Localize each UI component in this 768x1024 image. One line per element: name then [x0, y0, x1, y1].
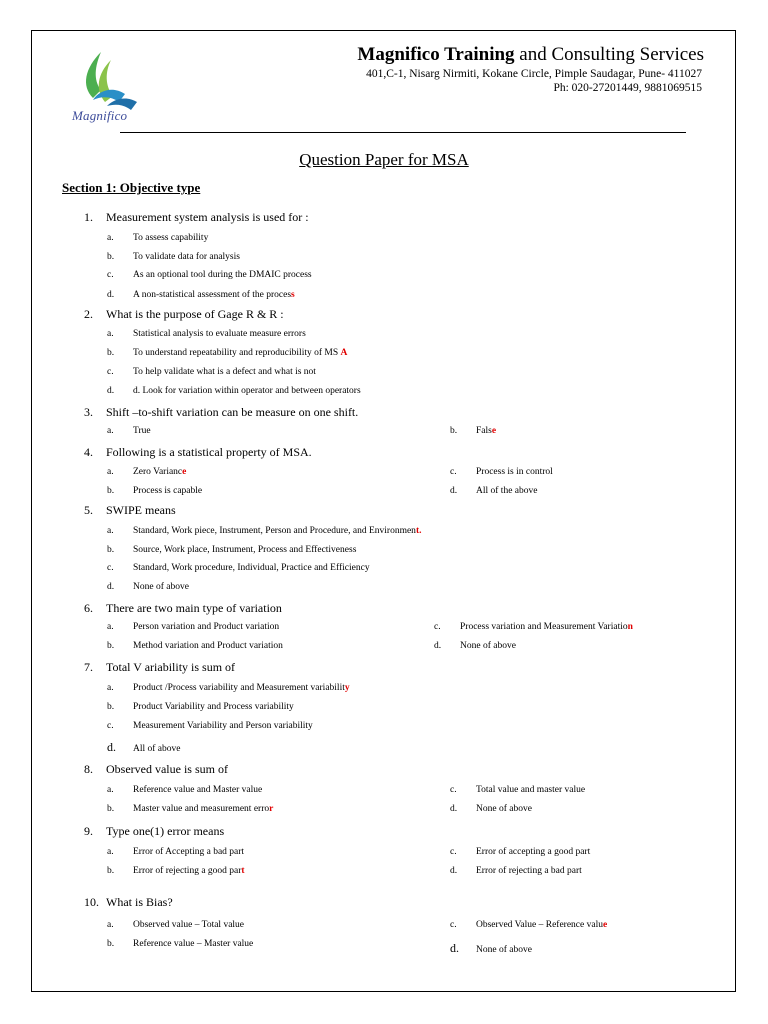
option-text: Error of rejecting a good par	[133, 866, 242, 876]
option-letter: b.	[107, 348, 115, 358]
option-a	[107, 233, 208, 243]
question-8	[84, 762, 228, 777]
question-number: 10.	[84, 895, 99, 909]
option-letter: a.	[107, 329, 114, 339]
option-c	[450, 467, 553, 477]
option-text: Standard, Work piece, Instrument, Person and Procedure, and Environmen	[133, 526, 416, 536]
option-letter: d.	[450, 804, 458, 814]
question-text: What is the purpose of Gage R & R :	[106, 307, 284, 321]
option-text: Process is in control	[476, 467, 553, 477]
question-6	[84, 601, 282, 616]
option-text: Zero Varianc	[133, 467, 183, 477]
question-text: Following is a statistical property of MSA.	[106, 445, 312, 459]
answer-mark: A	[340, 348, 348, 358]
option-c	[107, 563, 370, 573]
option-d	[107, 386, 361, 396]
company-address: 401,C-1, Nisarg Nirmiti, Kokane Circle, Pimple Saudagar, Pune- 411027	[366, 68, 702, 80]
option-text: d. Look for variation within operator and between operators	[133, 386, 361, 396]
answer-mark: y	[344, 683, 350, 693]
option-text: To validate data for analysis	[133, 252, 240, 262]
option-text: None of above	[133, 582, 189, 592]
option-letter: b.	[107, 252, 115, 262]
option-b	[107, 939, 253, 949]
option-b	[450, 426, 496, 436]
logo-text: Magnifico	[72, 108, 128, 123]
answer-mark: r	[269, 804, 274, 814]
question-number: 7.	[84, 660, 93, 674]
header-divider	[120, 132, 686, 133]
option-text: Error of Accepting a bad part	[133, 847, 245, 857]
answer-mark: e	[491, 426, 497, 436]
option-b	[107, 804, 273, 814]
option-text: Process is capable	[133, 486, 203, 496]
answer-mark: e	[602, 920, 608, 930]
company-name-bold: Magnifico Training	[357, 44, 515, 65]
option-letter: a.	[107, 920, 114, 930]
company-phone: Ph: 020-27201449, 9881069515	[553, 82, 702, 94]
option-d	[107, 582, 189, 592]
company-name-rest: and Consulting Services	[514, 44, 704, 65]
option-text: Product Variability and Process variability	[133, 702, 294, 712]
option-letter: c.	[450, 785, 457, 795]
option-letter: a.	[107, 233, 114, 243]
option-letter: d.	[450, 866, 458, 876]
option-letter: d.	[450, 486, 458, 496]
option-text: Reference value – Master value	[133, 939, 254, 949]
option-c	[107, 367, 316, 377]
question-number: 1.	[84, 210, 93, 224]
option-letter: d.	[107, 290, 115, 300]
option-d	[450, 941, 532, 956]
option-b	[107, 866, 245, 876]
question-5	[84, 503, 176, 518]
option-text: As an optional tool during the DMAIC process	[133, 270, 312, 280]
option-text: Measurement Variability and Person variability	[133, 721, 313, 731]
option-b	[107, 486, 202, 496]
option-letter: b.	[450, 426, 458, 436]
option-b	[107, 702, 294, 712]
option-letter: b.	[107, 804, 115, 814]
question-number: 9.	[84, 824, 93, 838]
option-text: Fals	[476, 426, 492, 436]
option-letter: c.	[107, 367, 114, 377]
question-text: Measurement system analysis is used for :	[106, 210, 309, 224]
option-c	[107, 270, 312, 280]
option-c	[450, 785, 585, 795]
question-number: 5.	[84, 503, 93, 517]
question-7	[84, 660, 235, 675]
option-letter: b.	[107, 939, 115, 949]
option-a	[107, 847, 244, 857]
section-heading: Section 1: Objective type	[62, 180, 201, 195]
question-2	[84, 307, 284, 322]
question-number: 2.	[84, 307, 93, 321]
option-a	[107, 426, 151, 436]
question-9	[84, 824, 224, 839]
question-text: Shift –to-shift variation can be measure on one shift.	[106, 405, 359, 419]
option-text: Standard, Work procedure, Individual, Practice and Efficiency	[133, 563, 370, 573]
question-1	[84, 210, 309, 225]
option-text: To understand repeatability and reproducibility of MS	[133, 348, 339, 358]
option-letter: d.	[434, 641, 442, 651]
option-letter: c.	[434, 622, 441, 632]
option-a	[107, 785, 262, 795]
option-letter: a.	[107, 847, 114, 857]
option-a	[107, 622, 279, 632]
option-letter: c.	[107, 270, 114, 280]
answer-mark: s	[291, 290, 295, 300]
question-4	[84, 445, 312, 460]
option-text: All of above	[133, 744, 181, 754]
option-text: None of above	[476, 945, 532, 955]
option-c	[450, 847, 590, 857]
question-text: Observed value is sum of	[106, 762, 228, 776]
question-number: 6.	[84, 601, 93, 615]
option-c	[434, 622, 633, 632]
option-b	[107, 348, 347, 358]
option-text: Observed value – Total value	[133, 920, 245, 930]
question-number: 3.	[84, 405, 93, 419]
option-c	[450, 920, 607, 930]
question-text: Total V ariability is sum of	[106, 660, 236, 674]
option-b	[107, 252, 240, 262]
company-name	[357, 44, 704, 66]
option-letter: c.	[450, 847, 457, 857]
option-text: A non-statistical assessment of the proces	[133, 290, 292, 300]
question-text: What is Bias?	[106, 895, 173, 909]
option-letter: a.	[107, 467, 114, 477]
option-letter: a.	[107, 683, 114, 693]
option-d	[450, 804, 532, 814]
option-letter: d.	[107, 386, 115, 396]
option-text: Product /Process variability and Measurement variabilit	[133, 683, 345, 693]
option-text: Statistical analysis to evaluate measure errors	[133, 329, 306, 339]
option-letter: a.	[107, 426, 114, 436]
option-a	[107, 920, 244, 930]
question-10	[84, 895, 173, 910]
answer-mark: t.	[415, 526, 422, 536]
option-text: To assess capability	[133, 233, 209, 243]
option-d	[107, 740, 181, 755]
option-d	[450, 486, 537, 496]
option-letter: d.	[450, 941, 459, 955]
option-text: Person variation and Product variation	[133, 622, 280, 632]
option-a	[107, 683, 350, 693]
option-text: Reference value and Master value	[133, 785, 263, 795]
option-text: To help validate what is a defect and what is not	[133, 367, 316, 377]
option-text: Error of rejecting a bad part	[476, 866, 582, 876]
option-letter: d.	[107, 740, 116, 754]
answer-mark: e	[182, 467, 187, 477]
question-text: SWIPE means	[106, 503, 176, 517]
question-text: Type one(1) error means	[106, 824, 225, 838]
option-text: Method variation and Product variation	[133, 641, 283, 651]
option-letter: c.	[107, 563, 114, 573]
page-title: Question Paper for MSA	[299, 150, 469, 169]
option-d	[450, 866, 582, 876]
question-3	[84, 405, 358, 420]
question-text: There are two main type of variation	[106, 601, 282, 615]
option-letter: b.	[107, 486, 115, 496]
option-text: Error of accepting a good part	[476, 847, 591, 857]
question-number: 4.	[84, 445, 93, 459]
option-text: Process variation and Measurement Variatio	[460, 622, 628, 632]
option-text: Total value and master value	[476, 785, 586, 795]
option-text: All of the above	[476, 486, 538, 496]
answer-mark: n	[627, 622, 633, 632]
option-text: Observed Value – Reference valu	[476, 920, 603, 930]
option-a	[107, 526, 421, 536]
option-a	[107, 329, 306, 339]
option-letter: c.	[450, 467, 457, 477]
question-number: 8.	[84, 762, 93, 776]
option-text: Source, Work place, Instrument, Process and Effectiveness	[133, 545, 357, 555]
option-letter: b.	[107, 545, 115, 555]
option-text: None of above	[476, 804, 532, 814]
option-letter: a.	[107, 622, 114, 632]
option-d	[107, 290, 295, 300]
option-text: True	[133, 426, 151, 436]
answer-mark: t	[241, 866, 245, 876]
option-b	[107, 641, 283, 651]
option-text: Master value and measurement erro	[133, 804, 270, 814]
option-letter: b.	[107, 866, 115, 876]
option-letter: a.	[107, 526, 114, 536]
option-letter: c.	[107, 721, 114, 731]
option-d	[434, 641, 516, 651]
option-letter: c.	[450, 920, 457, 930]
option-letter: a.	[107, 785, 114, 795]
option-letter: b.	[107, 641, 115, 651]
option-letter: d.	[107, 582, 115, 592]
option-b	[107, 545, 356, 555]
option-c	[107, 721, 313, 731]
option-letter: b.	[107, 702, 115, 712]
option-text: None of above	[460, 641, 516, 651]
option-a	[107, 467, 186, 477]
